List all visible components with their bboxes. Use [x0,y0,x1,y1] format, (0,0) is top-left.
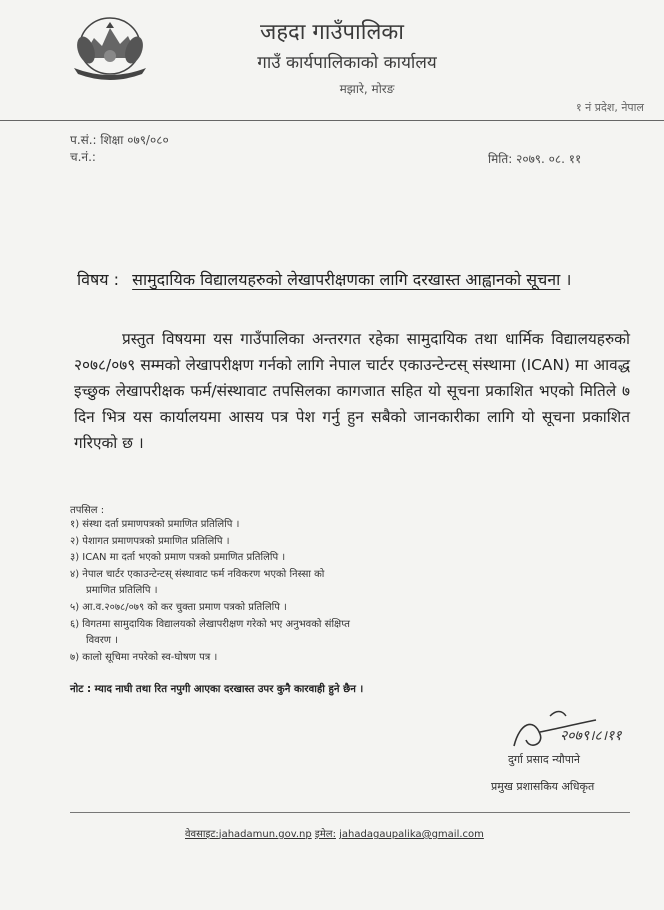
dispatch-number: च.नं.: [70,150,96,164]
header-divider [0,120,664,121]
reference-number: प.सं.: शिक्षा ०७९/०८० [70,133,169,147]
subject-line [77,268,571,290]
signature-date: २०७९।८।११ [560,728,622,744]
subject-end: । [565,270,572,289]
footer-contact [185,826,484,840]
subject-text: सामुदायिक विद्यालयहरुको लेखापरीक्षणका लागि दरखास्त आह्वानको सूचना [132,270,561,289]
footer-divider [70,812,630,813]
website-label: वेवसाइट: [185,829,219,840]
signer-title: प्रमुख प्रशासकिय अधिकृत [491,780,595,793]
list-item: विवरण । [86,635,118,647]
list-item: ५) आ.व.२०७८/०७९ को कर चुक्ता प्रमाण पत्रको प्रतिलिपि । [70,601,287,613]
list-item: ७) कालो सूचिमा नपरेको स्व-घोषण पत्र । [70,651,218,663]
office-address: मझारे, मोरङ [339,82,395,96]
note-text: नोट : म्याद नाघी तथा रित नपुगी आएका दरखास्त उपर कुनै कारवाही हुने छैन । [70,684,364,695]
office-name: गाउँ कार्यपालिकाको कार्यालय [257,53,437,73]
letter-date: मिति: २०७९. ०८. ११ [488,152,582,166]
website-link[interactable]: jahadamun.gov.np [218,829,312,840]
attachments-list [70,517,470,666]
org-name: जहदा गाउँपालिका [260,20,404,45]
attachments-title: तपसिल : [70,505,105,516]
list-item: २) पेशागत प्रमाणपत्रको प्रमाणित प्रतिलिपि । [70,535,230,547]
list-item: १) संस्था दर्ता प्रमाणपत्रको प्रमाणित प्रतिलिपि । [70,519,240,530]
list-item: प्रमाणित प्रतिलिपि । [86,585,158,597]
notice-body: प्रस्तुत विषयमा यस गाउँपालिका अन्तरगत रहेका सामुदायिक तथा धार्मिक विद्यालयहरुको २०७८/०७९ सम्मको लेखापरीक्षण गर्नको लागि नेपाल चार्टर एकाउन्टेन्टस् संस्थामा (ICAN) मा आवद्ध इच्छुक लेखापरीक्षक फर्म/संस्थावाट तपसिलका कागजात सहित यो सूचना प्रकाशित भएको मितिले ७ दिन भित्र यस कार्यालयमा आसय पत्र पेश गर्नु हुन सबैको जानकारीका लागि यो सूचना प्रकाशित गरिएको छ । [74,330,630,452]
email-label: इमेल: [314,829,336,840]
email-link[interactable]: jahadagaupalika@gmail.com [339,829,484,840]
subject-label: विषय : [77,270,120,289]
list-item: ६) विगतमा सामुदायिक विद्यालयको लेखापरीक्षण गरेको भए अनुभवको संक्षिप्त [70,618,350,630]
signer-name: दुर्गा प्रसाद न्यौपाने [508,753,580,766]
list-item: ३) ICAN मा दर्ता भएको प्रमाण पत्रको प्रमाणित प्रतिलिपि । [70,552,286,564]
province-text: १ नं प्रदेश, नेपाल [575,101,644,114]
list-item: ४) नेपाल चार्टर एकाउन्टेन्टस् संस्थावाट फर्म नविकरण भएको निस्सा को [70,568,325,580]
